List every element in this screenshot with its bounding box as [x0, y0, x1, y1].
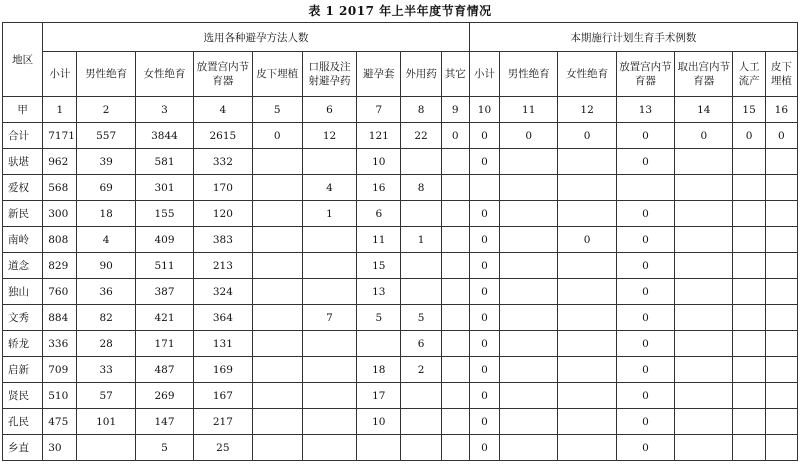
region-cell: 乡直: [3, 435, 43, 461]
value-cell: [500, 175, 558, 201]
value-cell: [302, 279, 356, 305]
region-cell: 独山: [3, 279, 43, 305]
value-cell: [302, 383, 356, 409]
value-cell: [441, 279, 469, 305]
value-cell: [441, 227, 469, 253]
value-cell: 0: [469, 253, 499, 279]
value-cell: [733, 383, 765, 409]
value-cell: 0: [616, 435, 674, 461]
contraception-table: [2, 22, 798, 461]
value-cell: 0: [252, 123, 302, 149]
value-cell: [765, 175, 797, 201]
value-cell: [500, 435, 558, 461]
value-cell: [733, 435, 765, 461]
value-cell: 300: [43, 201, 77, 227]
value-cell: 0: [469, 123, 499, 149]
group-header-surgeries: 本期施行计划生育手术例数: [469, 23, 797, 52]
value-cell: 0: [616, 357, 674, 383]
value-cell: [252, 175, 302, 201]
col-header: 外用药: [401, 52, 441, 97]
value-cell: [252, 279, 302, 305]
value-cell: 217: [194, 409, 252, 435]
value-cell: [765, 253, 797, 279]
value-cell: 25: [194, 435, 252, 461]
value-cell: 121: [357, 123, 401, 149]
region-cell: 新民: [3, 201, 43, 227]
value-cell: 409: [135, 227, 193, 253]
value-cell: 269: [135, 383, 193, 409]
value-cell: [733, 331, 765, 357]
value-cell: [401, 435, 441, 461]
value-cell: 0: [616, 305, 674, 331]
value-cell: 5: [357, 305, 401, 331]
col-header: 男性绝育: [77, 52, 135, 97]
value-cell: 155: [135, 201, 193, 227]
value-cell: [302, 149, 356, 175]
value-cell: [733, 279, 765, 305]
value-cell: [765, 279, 797, 305]
value-cell: [733, 409, 765, 435]
table-caption: 表 1 2017 年上半年度节育情况: [308, 4, 492, 18]
value-cell: 7: [302, 305, 356, 331]
value-cell: 0: [469, 435, 499, 461]
value-cell: 557: [77, 123, 135, 149]
value-cell: [765, 201, 797, 227]
value-cell: 0: [469, 305, 499, 331]
index-cell: 5: [252, 97, 302, 123]
table-row: [3, 331, 798, 357]
value-cell: [733, 201, 765, 227]
value-cell: [765, 357, 797, 383]
table-row: [3, 123, 798, 149]
value-cell: 18: [77, 201, 135, 227]
value-cell: 169: [194, 357, 252, 383]
col-header: 人工流产: [733, 52, 765, 97]
value-cell: [675, 435, 733, 461]
value-cell: [675, 253, 733, 279]
value-cell: [302, 409, 356, 435]
value-cell: [675, 201, 733, 227]
table-row: [3, 149, 798, 175]
col-header: 放置宫内节育器: [616, 52, 674, 97]
value-cell: [558, 357, 616, 383]
index-cell: 14: [675, 97, 733, 123]
value-cell: 2615: [194, 123, 252, 149]
value-cell: 0: [469, 409, 499, 435]
value-cell: [675, 409, 733, 435]
value-cell: 1: [401, 227, 441, 253]
col-header: 口服及注射避孕药: [302, 52, 356, 97]
value-cell: 10: [357, 409, 401, 435]
value-cell: [675, 279, 733, 305]
value-cell: 4: [77, 227, 135, 253]
value-cell: [441, 253, 469, 279]
region-cell: 文秀: [3, 305, 43, 331]
value-cell: [252, 435, 302, 461]
value-cell: [252, 201, 302, 227]
value-cell: [500, 253, 558, 279]
col-header: 取出宫内节育器: [675, 52, 733, 97]
value-cell: 0: [616, 331, 674, 357]
value-cell: 962: [43, 149, 77, 175]
region-cell: 南岭: [3, 227, 43, 253]
table-row: [3, 175, 798, 201]
value-cell: [558, 409, 616, 435]
col-header: 避孕套: [357, 52, 401, 97]
index-cell: 8: [401, 97, 441, 123]
value-cell: 13: [357, 279, 401, 305]
table-row: [3, 201, 798, 227]
value-cell: 324: [194, 279, 252, 305]
table-row: [3, 279, 798, 305]
value-cell: 760: [43, 279, 77, 305]
col-header: 小计: [469, 52, 499, 97]
value-cell: 0: [616, 201, 674, 227]
index-cell: 15: [733, 97, 765, 123]
region-cell: 启新: [3, 357, 43, 383]
value-cell: 3844: [135, 123, 193, 149]
value-cell: 808: [43, 227, 77, 253]
value-cell: [441, 175, 469, 201]
value-cell: 39: [77, 149, 135, 175]
value-cell: 0: [765, 123, 797, 149]
value-cell: 17: [357, 383, 401, 409]
value-cell: 0: [616, 149, 674, 175]
table-row: [3, 409, 798, 435]
value-cell: [252, 149, 302, 175]
value-cell: 131: [194, 331, 252, 357]
table-row: [3, 305, 798, 331]
value-cell: [401, 201, 441, 227]
value-cell: 1: [302, 201, 356, 227]
region-cell: 道念: [3, 253, 43, 279]
index-cell: 1: [43, 97, 77, 123]
value-cell: [675, 227, 733, 253]
value-cell: [252, 331, 302, 357]
value-cell: [401, 149, 441, 175]
region-cell: 驮堪: [3, 149, 43, 175]
value-cell: [441, 357, 469, 383]
value-cell: [765, 227, 797, 253]
index-cell: 6: [302, 97, 356, 123]
value-cell: 5: [401, 305, 441, 331]
value-cell: [302, 331, 356, 357]
value-cell: 0: [469, 279, 499, 305]
value-cell: [441, 305, 469, 331]
col-header: 皮下埋植: [252, 52, 302, 97]
value-cell: [401, 279, 441, 305]
value-cell: 30: [43, 435, 77, 461]
value-cell: 16: [357, 175, 401, 201]
value-cell: [616, 175, 674, 201]
value-cell: 18: [357, 357, 401, 383]
value-cell: [441, 201, 469, 227]
value-cell: 2: [401, 357, 441, 383]
index-cell: 12: [558, 97, 616, 123]
region-cell: 贤民: [3, 383, 43, 409]
group-header-methods: 选用各种避孕方法人数: [43, 23, 470, 52]
col-header: 放置宫内节育器: [194, 52, 252, 97]
value-cell: [441, 409, 469, 435]
table-row: [3, 357, 798, 383]
value-cell: 7171: [43, 123, 77, 149]
value-cell: 147: [135, 409, 193, 435]
col-header: 女性绝育: [558, 52, 616, 97]
index-cell: 2: [77, 97, 135, 123]
value-cell: 487: [135, 357, 193, 383]
value-cell: 0: [500, 123, 558, 149]
value-cell: 101: [77, 409, 135, 435]
value-cell: 0: [469, 201, 499, 227]
value-cell: 383: [194, 227, 252, 253]
value-cell: 15: [357, 253, 401, 279]
index-cell: 16: [765, 97, 797, 123]
value-cell: [765, 383, 797, 409]
value-cell: 0: [441, 123, 469, 149]
value-cell: 387: [135, 279, 193, 305]
value-cell: [302, 227, 356, 253]
value-cell: 171: [135, 331, 193, 357]
index-cell: 13: [616, 97, 674, 123]
value-cell: [765, 409, 797, 435]
value-cell: 11: [357, 227, 401, 253]
region-cell: 合计: [3, 123, 43, 149]
value-cell: 0: [616, 409, 674, 435]
region-header: 地区: [3, 23, 43, 97]
table-row: [3, 253, 798, 279]
value-cell: [500, 149, 558, 175]
value-cell: [252, 227, 302, 253]
value-cell: [252, 253, 302, 279]
value-cell: 5: [135, 435, 193, 461]
col-header: 男性绝育: [500, 52, 558, 97]
index-cell: 10: [469, 97, 499, 123]
value-cell: 0: [616, 123, 674, 149]
value-cell: [765, 149, 797, 175]
value-cell: 90: [77, 253, 135, 279]
value-cell: 170: [194, 175, 252, 201]
col-header: 女性绝育: [135, 52, 193, 97]
table-row: [3, 435, 798, 461]
value-cell: [500, 357, 558, 383]
value-cell: 510: [43, 383, 77, 409]
index-cell: 4: [194, 97, 252, 123]
value-cell: 0: [675, 123, 733, 149]
value-cell: 28: [77, 331, 135, 357]
value-cell: 167: [194, 383, 252, 409]
value-cell: 36: [77, 279, 135, 305]
value-cell: [733, 357, 765, 383]
region-cell: 爱权: [3, 175, 43, 201]
value-cell: [733, 253, 765, 279]
value-cell: [675, 149, 733, 175]
index-cell: 11: [500, 97, 558, 123]
value-cell: [675, 383, 733, 409]
value-cell: [558, 201, 616, 227]
value-cell: 0: [616, 253, 674, 279]
index-cell: 9: [441, 97, 469, 123]
value-cell: [500, 383, 558, 409]
value-cell: 82: [77, 305, 135, 331]
value-cell: [675, 331, 733, 357]
value-cell: 829: [43, 253, 77, 279]
value-cell: [401, 383, 441, 409]
value-cell: [675, 357, 733, 383]
value-cell: [500, 331, 558, 357]
value-cell: [401, 409, 441, 435]
value-cell: 568: [43, 175, 77, 201]
value-cell: 884: [43, 305, 77, 331]
value-cell: [441, 435, 469, 461]
value-cell: 709: [43, 357, 77, 383]
value-cell: [558, 175, 616, 201]
index-cell: 7: [357, 97, 401, 123]
value-cell: [765, 435, 797, 461]
table-row: [3, 227, 798, 253]
region-cell: 轿龙: [3, 331, 43, 357]
value-cell: [500, 305, 558, 331]
value-cell: [441, 331, 469, 357]
value-cell: [441, 383, 469, 409]
value-cell: 57: [77, 383, 135, 409]
col-header: 皮下埋植: [765, 52, 797, 97]
value-cell: [733, 305, 765, 331]
index-cell: 3: [135, 97, 193, 123]
value-cell: [558, 435, 616, 461]
value-cell: [302, 435, 356, 461]
value-cell: 6: [357, 201, 401, 227]
value-cell: [401, 253, 441, 279]
value-cell: [558, 331, 616, 357]
table-row: [3, 383, 798, 409]
value-cell: [357, 435, 401, 461]
value-cell: 0: [469, 227, 499, 253]
value-cell: [558, 149, 616, 175]
value-cell: [765, 305, 797, 331]
value-cell: 421: [135, 305, 193, 331]
value-cell: [302, 357, 356, 383]
value-cell: 364: [194, 305, 252, 331]
value-cell: [558, 279, 616, 305]
value-cell: [675, 175, 733, 201]
value-cell: 69: [77, 175, 135, 201]
value-cell: 332: [194, 149, 252, 175]
value-cell: 581: [135, 149, 193, 175]
value-cell: 33: [77, 357, 135, 383]
col-header: 小计: [43, 52, 77, 97]
value-cell: [765, 331, 797, 357]
index-cell: 甲: [3, 97, 43, 123]
value-cell: 10: [357, 149, 401, 175]
value-cell: 120: [194, 201, 252, 227]
value-cell: 0: [616, 383, 674, 409]
value-cell: [252, 383, 302, 409]
value-cell: 0: [616, 279, 674, 305]
value-cell: [733, 149, 765, 175]
value-cell: 213: [194, 253, 252, 279]
value-cell: 511: [135, 253, 193, 279]
value-cell: 0: [469, 331, 499, 357]
value-cell: [558, 253, 616, 279]
value-cell: 0: [616, 227, 674, 253]
value-cell: 0: [558, 123, 616, 149]
value-cell: 0: [558, 227, 616, 253]
value-cell: [558, 383, 616, 409]
value-cell: 0: [733, 123, 765, 149]
value-cell: 22: [401, 123, 441, 149]
value-cell: [252, 357, 302, 383]
table-body: [3, 123, 798, 461]
region-cell: 孔民: [3, 409, 43, 435]
value-cell: [500, 227, 558, 253]
value-cell: [733, 227, 765, 253]
value-cell: [252, 305, 302, 331]
value-cell: [500, 409, 558, 435]
value-cell: 0: [469, 149, 499, 175]
value-cell: 12: [302, 123, 356, 149]
value-cell: [357, 331, 401, 357]
column-index-row: [3, 97, 798, 123]
value-cell: 301: [135, 175, 193, 201]
value-cell: [77, 435, 135, 461]
value-cell: [733, 175, 765, 201]
value-cell: [500, 279, 558, 305]
value-cell: 6: [401, 331, 441, 357]
value-cell: [558, 305, 616, 331]
value-cell: 8: [401, 175, 441, 201]
value-cell: [252, 409, 302, 435]
value-cell: 336: [43, 331, 77, 357]
value-cell: [302, 253, 356, 279]
value-cell: 0: [469, 357, 499, 383]
value-cell: [469, 175, 499, 201]
value-cell: [441, 149, 469, 175]
value-cell: 0: [469, 383, 499, 409]
value-cell: 4: [302, 175, 356, 201]
col-header: 其它: [441, 52, 469, 97]
value-cell: 475: [43, 409, 77, 435]
value-cell: [500, 201, 558, 227]
value-cell: [675, 305, 733, 331]
